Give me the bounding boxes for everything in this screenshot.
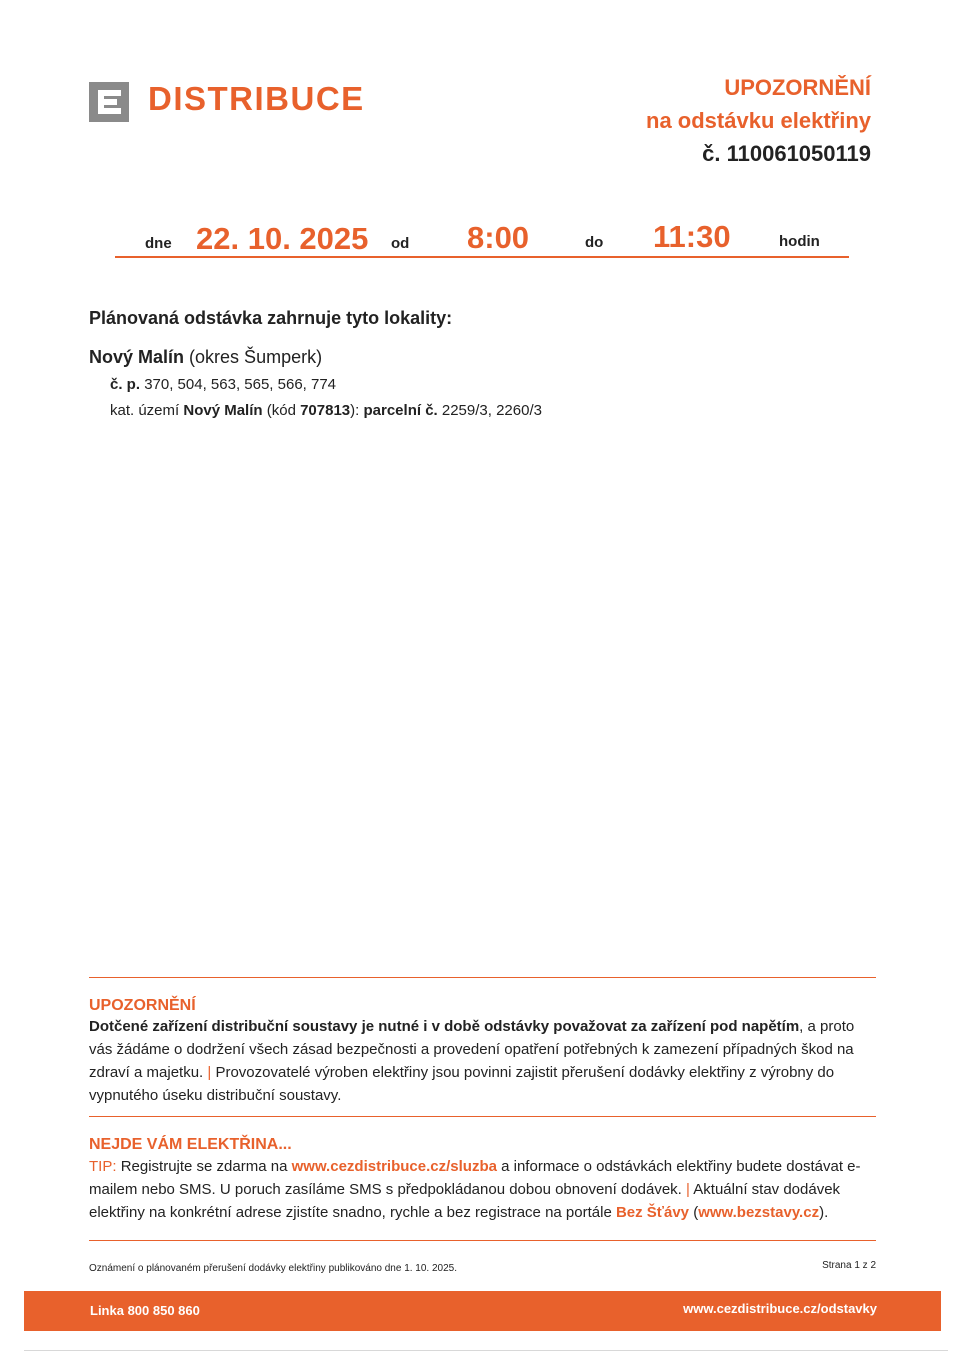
time-from: 8:00 (467, 220, 530, 255)
parcel-label: parcelní č. (363, 402, 438, 419)
divider-top (89, 977, 876, 978)
time-to: 11:30 (653, 219, 731, 254)
paren-close: ). (819, 1204, 829, 1221)
notice-subtitle: na odstávku elektřiny (646, 108, 871, 133)
service-link[interactable]: www.cezdistribuce.cz/sluzba (291, 1158, 497, 1175)
parcel-numbers: 2259/3, 2260/3 (441, 402, 542, 419)
notice-title: UPOZORNĚNÍ (724, 75, 871, 100)
power-out-text-1: Registrujte se zdarma na (120, 1158, 288, 1175)
power-out-text (89, 1155, 881, 1224)
warning-heading: UPOZORNĚNÍ (89, 997, 196, 1014)
localities-intro: Plánovaná odstávka zahrnuje tyto lokality: (89, 308, 453, 328)
cadastre-label: kat. území (110, 402, 180, 419)
warning-bold: Dotčené zařízení distribuční soustavy je nutné i v době odstávky považovat za zařízení pod napětím (89, 1018, 800, 1035)
page-edge-line (24, 1350, 948, 1351)
cadastre-name: Nový Malín (183, 402, 263, 419)
date-underline (115, 256, 849, 258)
power-out-text-3: Aktuální stav dodávek elektřiny na konkrétní adrese zjistíte snadno, rychle a bez registrace na portále (89, 1181, 841, 1221)
warning-text-2: Provozovatelé výroben elektřiny jsou povinni zajistit přerušení dodávky elektřiny z výrobny do vypnutého úseku distribuční soustavy. (89, 1064, 835, 1104)
warning-text (89, 1015, 881, 1107)
cadastre-line (110, 402, 542, 419)
cadastre-code: 707813 (300, 402, 351, 419)
district-name: (okres Šumperk) (189, 347, 323, 367)
page-number: Strana 1 z 2 (822, 1260, 876, 1271)
divider-bottom (89, 1240, 876, 1241)
bezstavy-link[interactable]: www.bezstavy.cz (698, 1204, 820, 1221)
published-note: Oznámení o plánovaném přerušení dodávky elektřiny publikováno dne 1. 10. 2025. (89, 1263, 458, 1274)
label-hours: hodin (779, 233, 820, 250)
notice-number: č. 110061050119 (702, 141, 871, 166)
house-numbers: 370, 504, 563, 565, 566, 774 (144, 376, 337, 393)
warning-separator: | (207, 1064, 212, 1081)
power-out-heading: NEJDE VÁM ELEKTŘINA... (89, 1136, 292, 1153)
outage-date: 22. 10. 2025 (196, 221, 369, 256)
portal-name: Bez Šťávy (615, 1204, 690, 1221)
warning-text-1: , a proto vás žádáme o dodržení všech zásad bezpečnosti a provedení opatření potřebných k zamezení případných škod na zdraví a majetku. (89, 1018, 855, 1081)
label-to: do (585, 234, 604, 251)
house-numbers-line (110, 376, 336, 393)
power-out-separator: | (686, 1181, 690, 1198)
outages-website-link[interactable]: www.cezdistribuce.cz/odstavky (683, 1301, 877, 1316)
paren-open: ( (693, 1204, 699, 1221)
town-name: Nový Malín (89, 347, 185, 367)
locality-town (89, 347, 322, 368)
tip-label: TIP: (89, 1158, 117, 1175)
logo-text: DISTRIBUCE (148, 80, 365, 117)
code-label: (kód (266, 402, 296, 419)
code-close: ): (350, 402, 360, 419)
divider-middle (89, 1116, 876, 1117)
power-out-text-2: a informace o odstávkách elektřiny budete dostávat e-mailem nebo SMS. U poruch zasíláme SMS s předpokládanou dobou obnovení dodávek. (89, 1158, 861, 1198)
hotline[interactable]: Linka 800 850 860 (90, 1303, 200, 1318)
house-label: č. p. (110, 376, 141, 393)
cez-logo-icon (89, 82, 129, 122)
label-from: od (391, 235, 410, 252)
label-day: dne (145, 235, 172, 252)
footer-bar (24, 1291, 941, 1331)
